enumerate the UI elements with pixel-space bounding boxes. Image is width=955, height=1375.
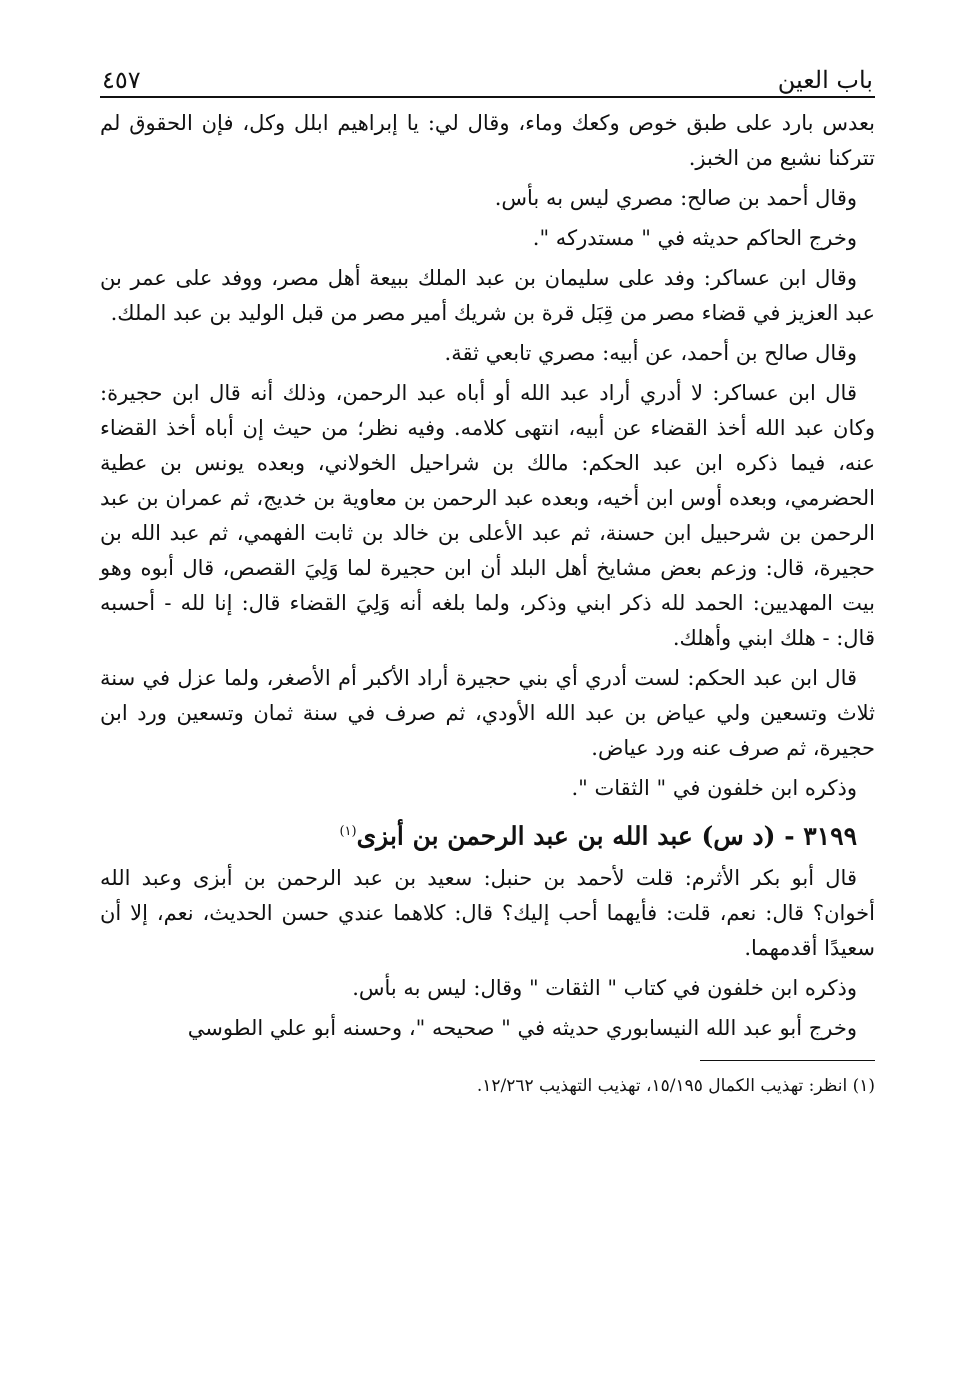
footnotes xyxy=(100,1073,875,1099)
page-number: ٤٥٧ xyxy=(102,66,141,94)
paragraph: وقال أحمد بن صالح: مصري ليس به بأس. xyxy=(494,186,857,210)
running-header xyxy=(100,56,875,94)
paragraph: وخرج الحاكم حديثه في " مستدركه ". xyxy=(532,226,857,250)
paragraph: قال ابن عساكر: لا أدري أراد عبد الله أو أباه عبد الرحمن، وذلك أنه قال ابن حجيرة: وكان عبد الله أخذ القضاء عن أبيه، انتهى كلامه. وفيه نظر؛ من حيث إن أباه أخذ القضاء عنه، فيما ذكره ابن عبد الحكم: مالك بن شراحيل الخولاني، وبعده يونس بن عطية الحضرمي، وبعده أوس ابن أخيه، وبعده عبد الرحمن بن معاوية بن خديج، ثم عمران بن عبد الرحمن بن شرحبيل ابن حسنة، ثم عبد الأعلى بن خالد بن ثابت الفهمي، ثم عبد الله بن حجيرة، قال: وزعم بعض مشايخ أهل البلد أن ابن حجيرة لما وَلِيَ القصص، قال أبوه وهو بيت المهديين: الحمد لله ذكر ابني وذكر، ولما بلغه أنه وَلِيَ القضاء قال: إنا لله - أحسبه قال: - هلك ابني وأهلك. xyxy=(100,381,875,650)
paragraph: وذكره ابن خلفون في " الثقات ". xyxy=(571,776,857,800)
paragraph: وخرج أبو عبد الله النيسابوري حديثه في " صحيحه "، وحسنه أبو علي الطوسي xyxy=(187,1016,857,1041)
paragraph: بعدس بارد على طبق خوص وكعك وماء، وقال لي: يا إبراهيم ابلل وكل، فإن الحقوق لم تتركنا نشبع من الخبز. xyxy=(100,111,875,170)
footnote-rule xyxy=(700,1060,875,1061)
paragraph: وذكره ابن خلفون في كتاب " الثقات " وقال: ليس به بأس. xyxy=(352,976,857,1001)
header-rule xyxy=(100,96,875,98)
chapter-title: باب العين xyxy=(777,66,873,94)
entry-heading xyxy=(100,814,875,853)
paragraph: قال ابن عبد الحكم: لست أدري أي بني حجيرة أراد الأكبر أم الأصغر، ولما عزل في سنة ثلاث وتسعين ولي عياض بن عبد الله الأودي، ثم صرف في سنة ثمان وتسعين ورد ابن حجيرة، ثم صرف عنه ورد عياض. xyxy=(100,666,875,760)
entry-heading-text: ٣١٩٩ - (د س) عبد الله بن عبد الرحمن بن أبزى xyxy=(356,821,857,851)
paragraph: وقال ابن عساكر: وفد على سليمان بن عبد الملك ببيعة أهل مصر، ووفد على عمر بن عبد العزيز في قضاء مصر من قِبَل قرة بن شريك أمير مصر من قبل الوليد بن عبد الملك. xyxy=(100,266,875,325)
paragraph: وقال صالح بن أحمد، عن أبيه: مصري تابعي ثقة. xyxy=(444,341,857,365)
footnote-reference: (١) xyxy=(339,824,357,839)
paragraph: قال أبو بكر الأثرم: قلت لأحمد بن حنبل: سعيد بن عبد الرحمن بن أبزى وعبد الله أخوان؟ قال: نعم، قلت: فأيهما أحب إليك؟ قال: كلاهما عندي حسن الحديث، نعم، إلا أن سعيدًا أقدمهما. xyxy=(100,866,875,961)
footnote: (١) انظر: تهذيب الكمال ١٥/١٩٥، تهذيب التهذيب ١٢/٢٦٢. xyxy=(476,1076,875,1097)
book-page xyxy=(100,56,875,1099)
main-text xyxy=(100,106,875,1046)
